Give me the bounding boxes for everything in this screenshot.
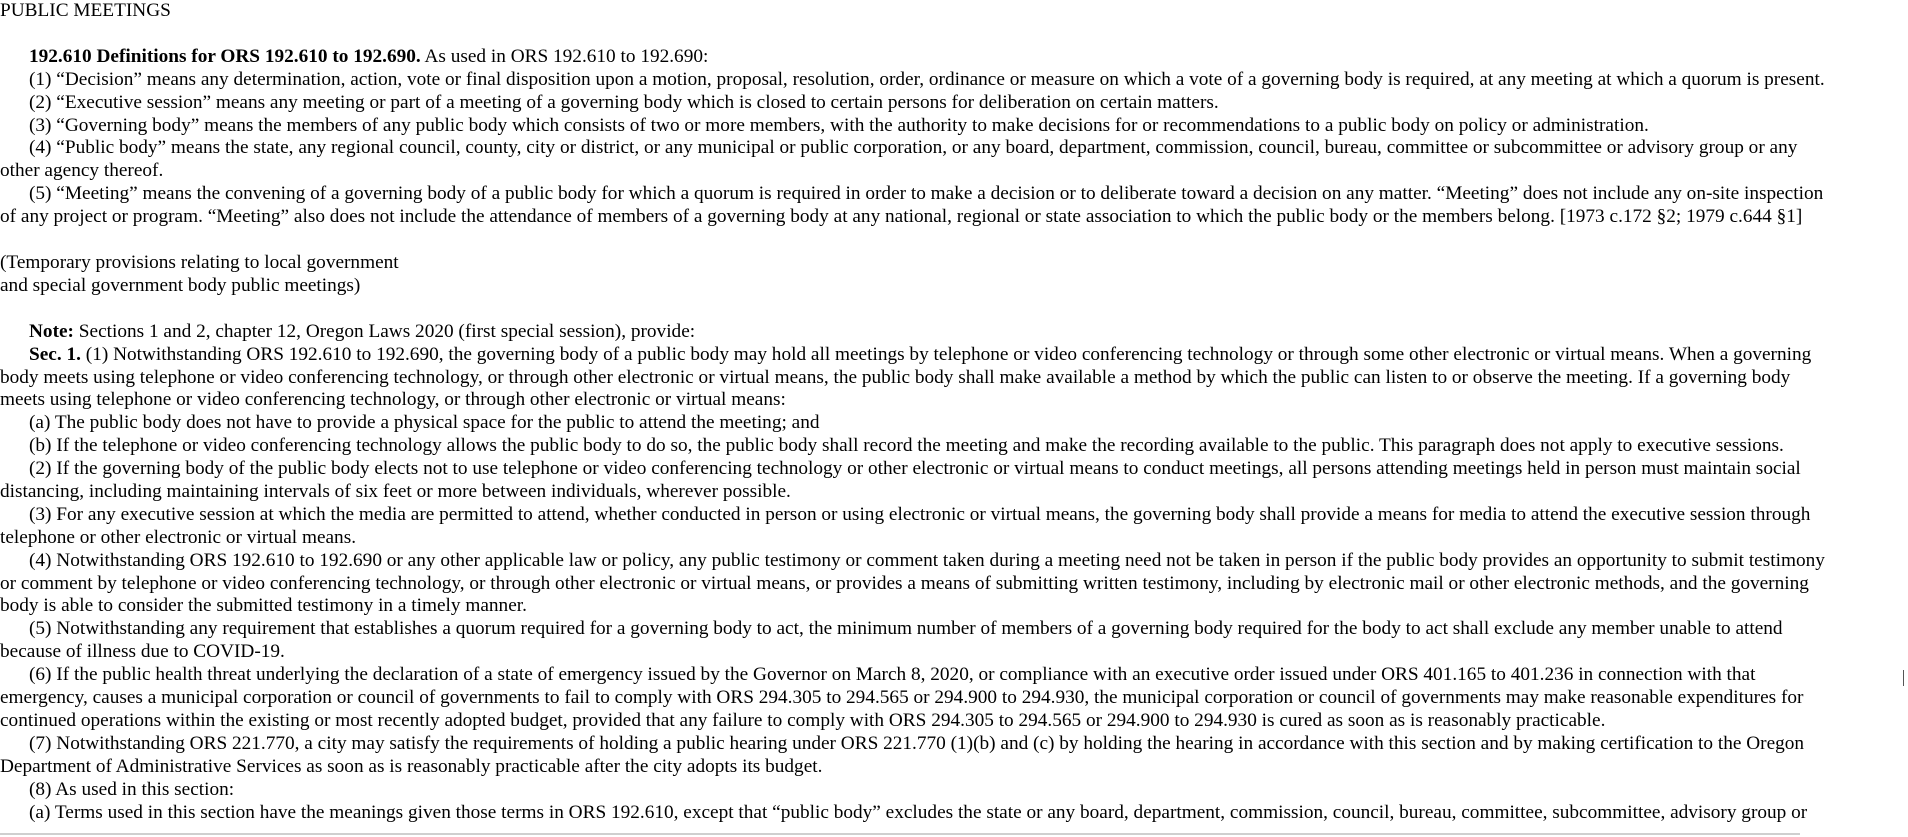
text-line: distancing, including maintaining intervals of six feet or more between individuals, wherever possible. xyxy=(0,481,791,503)
text-line: (8) As used in this section: xyxy=(29,778,235,800)
text-line: emergency, causes a municipal corporation or council of governments to fail to comply with ORS 294.305 to 294.565 or 294.900 to 294.930, the municipal corporation or council of governments may make reasonable expenditures for xyxy=(0,687,1804,709)
section-192-610-lines xyxy=(0,69,1895,229)
text-line: (5) Notwithstanding any requirement that establishes a quorum required for a governing body to act, the minimum number of members of a governing body required for the body to act shall exclude any member unable to attend xyxy=(29,618,1783,640)
text-line: (2) “Executive session” means any meeting or part of a meeting of a governing body which is closed to certain persons for deliberation on certain matters. xyxy=(29,91,1219,113)
text-line: (6) If the public health threat underlying the declaration of a state of emergency issued by the Governor on March 8, 2020, or compliance with an executive order issued under ORS 401.165 to 401.236 in connection with that xyxy=(29,664,1756,686)
text-line: meets using telephone or video conferencing technology, or through other electronic or virtual means: xyxy=(0,389,786,411)
text-line: (5) “Meeting” means the convening of a governing body of a public body for which a quorum is required in order to make a decision or to deliberate toward a decision on any matter. “Meeting” does not include any on-site inspection xyxy=(29,183,1824,205)
note-paragraph xyxy=(0,321,1895,344)
text-line: or comment by telephone or video conferencing technology, or through other electronic or virtual means, or provides a means of submitting written testimony, including by electronic mail or other electronic methods, and the governing xyxy=(0,572,1809,594)
text-line: (3) “Governing body” means the members of any public body which consists of two or more members, with the authority to make decisions for or recommendations to a public body on policy or administration. xyxy=(29,114,1649,136)
spacer xyxy=(0,298,1895,321)
section-heading-bold: 192.610 Definitions for ORS 192.610 to 192.690. xyxy=(29,45,421,67)
text-line: (a) The public body does not have to provide a physical space for the public to attend the meeting; and xyxy=(29,412,820,434)
text-line: (2) If the governing body of the public body elects not to use telephone or video conferencing technology or other electronic or virtual means to conduct meetings, all persons attending meetings held in person must maintain social xyxy=(29,458,1801,480)
text-line: (4) “Public body” means the state, any regional council, county, city or district, or any municipal or public corporation, or any board, department, commission, council, bureau, committee or subcommittee or advisory group or any xyxy=(29,137,1798,159)
section-heading-rest: As used in ORS 192.610 to 192.690: xyxy=(420,45,709,67)
text-line: because of illness due to COVID-19. xyxy=(0,641,285,663)
text-line: (4) Notwithstanding ORS 192.610 to 192.690 or any other applicable law or policy, any public testimony or comment taken during a meeting need not be taken in person if the public body provides an opportunity to submit testimony xyxy=(29,549,1825,571)
text-line: continued operations within the existing or most recently adopted budget, provided that any failure to comply with ORS 294.305 to 294.565 or 294.900 to 294.930 is cured as soon as is reasonably practicable. xyxy=(0,709,1606,731)
text-line: (1) “Decision” means any determination, action, vote or final disposition upon a motion, proposal, resolution, order, ordinance or measure on which a vote of a governing body is required, at any meeting at which a quorum is present. xyxy=(29,68,1825,90)
text-line: body is able to consider the submitted testimony in a timely manner. xyxy=(0,595,527,617)
sec-1-label: Sec. 1. xyxy=(29,343,81,365)
section-192-610-heading xyxy=(0,46,1895,69)
sec-1-lines xyxy=(0,367,1895,825)
bottom-divider xyxy=(0,833,1800,835)
text-line: (7) Notwithstanding ORS 221.770, a city may satisfy the requirements of holding a public hearing under ORS 221.770 (1)(b) and (c) by holding the hearing in accordance with this section and by making certification to the Oregon xyxy=(29,732,1805,754)
text-line: (a) Terms used in this section have the meanings given those terms in ORS 192.610, except that “public body” excludes the state or any board, department, commission, council, bureau, committee, subcommittee, advisory group or xyxy=(29,801,1808,823)
text-line: (3) For any executive session at which the media are permitted to attend, whether conducted in person or using electronic or virtual means, the governing body shall provide a means for media to attend the executive session through xyxy=(29,503,1811,525)
sec-1-first-line xyxy=(0,344,1895,367)
text-cursor xyxy=(1903,670,1904,686)
note-label: Note: xyxy=(29,320,74,342)
page-title: PUBLIC MEETINGS xyxy=(0,0,171,21)
spacer xyxy=(0,229,1895,252)
temporary-provisions-line-1: (Temporary provisions relating to local government xyxy=(0,252,399,274)
note-text: Sections 1 and 2, chapter 12, Oregon Laws 2020 (first special session), provide: xyxy=(73,320,696,342)
text-line: Department of Administrative Services as soon as is reasonably practicable after the city adopts its budget. xyxy=(0,755,823,777)
text-line: other agency thereof. xyxy=(0,160,164,182)
text-line: body meets using telephone or video conferencing technology, or through other electronic or virtual means, the public body shall make available a method by which the public can listen to or observe the meeting. If a governing body xyxy=(0,366,1791,388)
text-line: of any project or program. “Meeting” also does not include the attendance of members of a governing body at any national, regional or state association to which the public body or the members belong. [1973 c.172 §2; 1979 c.644 §1] xyxy=(0,206,1803,228)
sec-1-first-text: (1) Notwithstanding ORS 192.610 to 192.690, the governing body of a public body may hold all meetings by telephone or video conferencing technology or through some other electronic or virtual means. When a governing xyxy=(80,343,1812,365)
spacer xyxy=(0,23,1895,46)
temporary-provisions-line-2: and special government body public meetings) xyxy=(0,274,361,296)
text-line: (b) If the telephone or video conferencing technology allows the public body to do so, the public body shall record the meeting and make the recording available to the public. This paragraph does not apply to executive sessions. xyxy=(29,435,1784,457)
text-line: telephone or other electronic or virtual means. xyxy=(0,526,357,548)
